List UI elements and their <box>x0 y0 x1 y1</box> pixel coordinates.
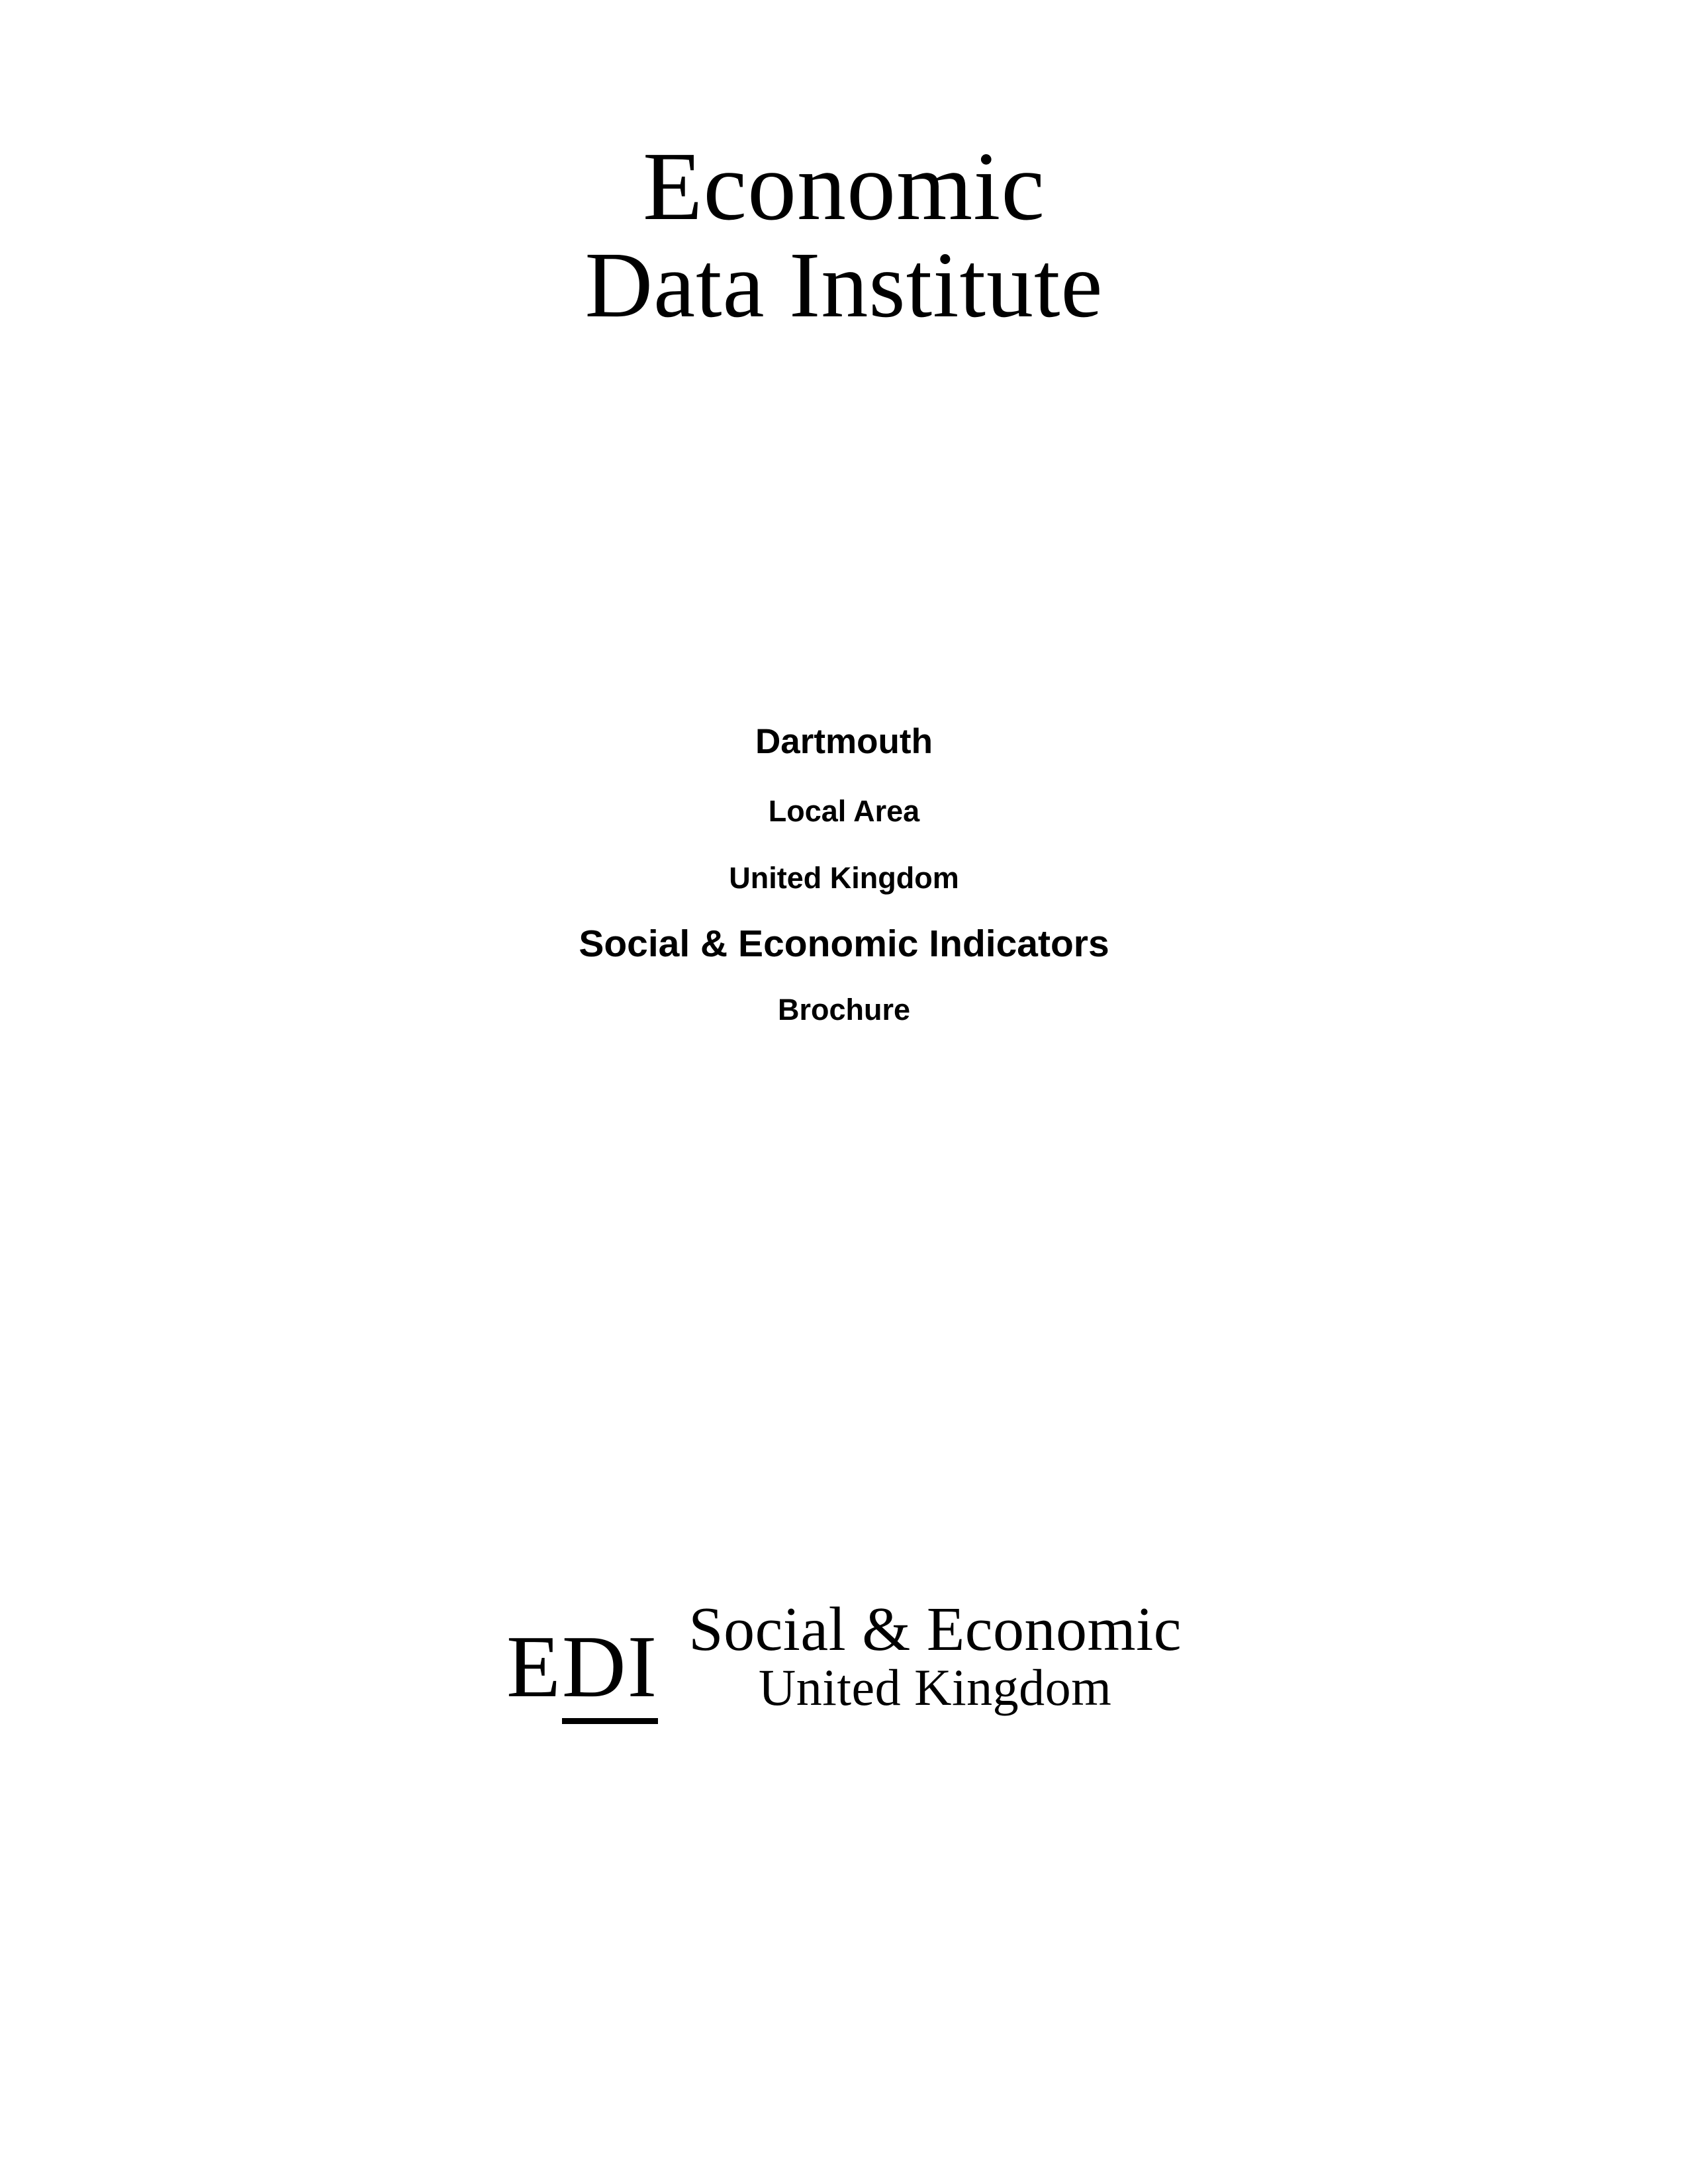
edi-footer-logo <box>0 1595 1688 1717</box>
area-name: Dartmouth <box>755 722 933 761</box>
edi-initial-e: E <box>506 1617 562 1715</box>
report-subject: Social & Economic Indicators <box>579 922 1109 965</box>
edi-tagline-line-1: Social & Economic <box>688 1595 1182 1664</box>
country-name: United Kingdom <box>729 860 959 895</box>
edi-initials <box>506 1617 659 1717</box>
area-type: Local Area <box>768 794 920 829</box>
edi-tagline <box>688 1595 1182 1717</box>
document-type: Brochure <box>777 993 911 1026</box>
publisher-logo <box>0 132 1688 338</box>
publisher-logo-line-2: Data Institute <box>585 232 1103 338</box>
edi-tagline-line-2: United Kingdom <box>758 1659 1112 1716</box>
cover-title-block <box>0 720 1688 1028</box>
edi-initials-di: DI <box>562 1617 658 1724</box>
publisher-logo-line-1: Economic <box>642 132 1046 241</box>
